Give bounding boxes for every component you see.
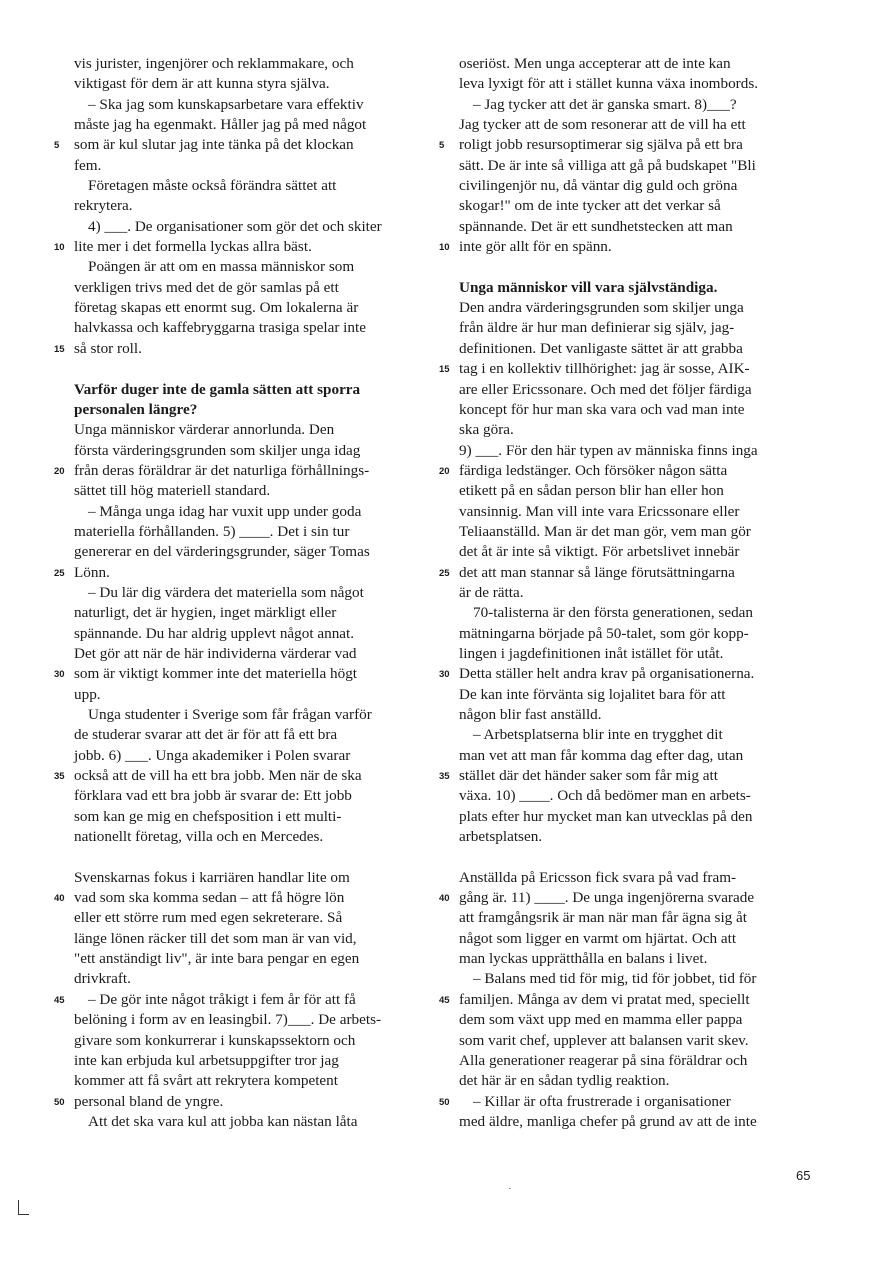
text-line [439, 135, 819, 155]
line-text: företag skapas ett enormt sug. Om lokalerna är [74, 299, 359, 317]
line-number: 30 [439, 669, 450, 681]
text-line [459, 603, 819, 623]
line-text: inte kan erbjuda kul arbetsuppgifter tror jag [74, 1051, 339, 1069]
line-text: – Arbetsplatserna blir inte en trygghet dit [473, 726, 723, 744]
text-line [74, 196, 434, 216]
section-heading-line [74, 400, 434, 420]
text-line [459, 441, 819, 461]
text-line [459, 522, 819, 542]
line-text: Detta ställer helt andra krav på organisationerna. [459, 665, 755, 683]
text-line [74, 644, 434, 664]
line-text: familjen. Många av dem vi pratat med, speciellt [459, 990, 750, 1008]
line-text: Alla generationer reagerar på sina föräldrar och [459, 1051, 748, 1069]
line-text: Det gör att när de här individerna värderar vad [74, 644, 357, 662]
text-line [54, 563, 434, 583]
line-text: mätningarna började på 50-talet, som gör kopp- [459, 624, 749, 642]
line-text: som kan ge mig en chefsposition i ett multi- [74, 807, 342, 825]
line-number: 35 [439, 771, 450, 783]
line-text: De kan inte förvänta sig lojalitet bara för att [459, 685, 726, 703]
text-line [459, 1010, 819, 1030]
line-number: 45 [54, 994, 65, 1006]
text-line [459, 827, 819, 847]
line-text: "ett anständigt liv", är inte bara pengar en egen [74, 950, 360, 968]
text-line [439, 888, 819, 908]
scan-speck: · [508, 1183, 512, 1195]
text-line [439, 664, 819, 684]
text-line [459, 1112, 819, 1132]
text-line [459, 156, 819, 176]
left-column [54, 54, 434, 1132]
line-text: personalen längre? [74, 400, 198, 418]
text-line [459, 725, 819, 745]
line-text: eller ett större rum med egen sekreterare. Så [74, 909, 343, 927]
line-text: dem som växt upp med en mamma eller pappa [459, 1011, 743, 1029]
section-heading-line [459, 278, 819, 298]
corner-crop-mark [18, 1200, 29, 1215]
text-line [54, 766, 434, 786]
line-text: – Många unga idag har vuxit upp under goda [88, 502, 362, 520]
text-line [74, 217, 434, 237]
line-text: civilingenjör nu, då väntar dig guld och gröna [459, 177, 738, 195]
line-number: 50 [439, 1096, 450, 1108]
line-number: 25 [439, 567, 450, 579]
text-line [54, 237, 434, 257]
line-text: – Du lär dig värdera det materiella som något [88, 583, 364, 601]
line-text: 4) ___. De organisationer som gör det och skiter [88, 217, 382, 235]
text-line [439, 766, 819, 786]
line-text: 70-talisterna är den första generationen, sedan [473, 604, 754, 622]
text-line [74, 949, 434, 969]
text-line [74, 441, 434, 461]
line-text: måste jag ha egenmakt. Håller jag på med något [74, 116, 367, 134]
line-text: kommer att få svårt att rekrytera kompetent [74, 1072, 338, 1090]
text-line [74, 278, 434, 298]
section-heading-line [74, 380, 434, 400]
line-text: sätt. De är inte så villiga att gå på budskapet "Bli [459, 156, 756, 174]
line-text: är de rätta. [459, 583, 524, 601]
text-line [74, 156, 434, 176]
line-text: plats efter hur mycket man kan utvecklas på den [459, 807, 753, 825]
text-line [74, 359, 434, 379]
line-text: halvkassa och kaffebryggarna trasiga spelar inte [74, 319, 366, 337]
line-text: jobb. 6) ___. Unga akademiker i Polen svarar [74, 746, 351, 764]
text-line [54, 990, 434, 1010]
text-line [74, 908, 434, 928]
line-text: – De gör inte något tråkigt i fem år för att få [88, 990, 356, 1008]
line-text: vad som ska komma sedan – att få högre lön [74, 889, 345, 907]
line-text: skogar!" om de inte tycker att det verkar så [459, 197, 721, 215]
line-number: 45 [439, 994, 450, 1006]
line-text: växa. 10) ____. Och då bedömer man en arbets- [459, 787, 751, 805]
text-line [459, 949, 819, 969]
text-line [439, 237, 819, 257]
line-text: det att man stannar så länge förutsättningarna [459, 563, 735, 581]
text-line [459, 176, 819, 196]
text-line [74, 746, 434, 766]
line-text: naturligt, det är hygien, inget märkligt eller [74, 604, 337, 622]
line-text: som är viktigt kommer inte det materiella högt [74, 665, 358, 683]
line-text: personal bland de yngre. [74, 1092, 224, 1110]
line-text: man vet att man får komma dag efter dag, utan [459, 746, 744, 764]
text-line [74, 705, 434, 725]
text-line [459, 481, 819, 501]
line-text: Poängen är att om en massa människor som [88, 258, 355, 276]
line-text: Unga studenter i Sverige som får frågan varför [88, 706, 372, 723]
text-line [74, 298, 434, 318]
line-text: – Jag tycker att det är ganska smart. 8)___? [473, 95, 737, 113]
line-text: koncept för hur man ska vara och vad man inte [459, 400, 745, 418]
text-line [74, 115, 434, 135]
line-text: Svenskarnas fokus i karriären handlar lite om [74, 868, 350, 886]
line-text: drivkraft. [74, 970, 131, 988]
line-text: lite mer i det formella lyckas allra bäst. [74, 238, 312, 256]
line-text: roligt jobb resursoptimerar sig själva på ett bra [459, 136, 743, 154]
right-column [439, 54, 819, 1132]
line-text: Den andra värderingsgrunden som skiljer unga [459, 299, 744, 317]
line-text: vansinnig. Man vill inte vara Ericssonare eller [459, 502, 740, 520]
line-text: Företagen måste också förändra sättet att [88, 177, 337, 195]
text-line [459, 257, 819, 277]
text-line [54, 1092, 434, 1112]
text-line [74, 318, 434, 338]
line-text: leva lyxigt för att i stället kunna växa inombords. [459, 75, 759, 93]
line-text: man lyckas upprätthålla en balans i livet. [459, 950, 708, 968]
text-line [459, 339, 819, 359]
line-text: det här är en sådan tydlig reaktion. [459, 1072, 670, 1090]
text-line [459, 196, 819, 216]
line-text: viktigast för dem är att kunna styra själva. [74, 75, 330, 93]
text-line [459, 807, 819, 827]
line-text: spännande. Det är ett sundhetstecken att man [459, 217, 733, 235]
text-line [74, 786, 434, 806]
text-line [439, 990, 819, 1010]
line-text: Teliaanställd. Man är det man gör, vem man gör [459, 522, 751, 540]
text-line [459, 624, 819, 644]
line-number: 35 [54, 771, 65, 783]
line-text: gång är. 11) ____. De unga ingenjörerna svarade [459, 889, 755, 907]
text-line [74, 868, 434, 888]
line-text: så stor roll. [74, 339, 142, 357]
text-line [74, 807, 434, 827]
line-text: ska göra. [459, 421, 514, 439]
line-text: Jag tycker att de som resonerar att de vill ha ett [459, 116, 746, 134]
text-line [439, 359, 819, 379]
text-line [459, 746, 819, 766]
line-text: förklara vad ett bra jobb är svarar de: Ett jobb [74, 787, 352, 805]
line-text: Unga människor vill vara självständiga. [459, 278, 718, 296]
line-text: definitionen. Det vanligaste sättet är att grabba [459, 339, 743, 357]
line-text: länge lönen räcker till det som man är van vid, [74, 929, 357, 947]
text-line [74, 583, 434, 603]
text-line [459, 318, 819, 338]
line-text: belöning i form av en leasingbil. 7)___. De arbets- [74, 1011, 382, 1029]
line-text: tag i en kollektiv tillhörighet: jag är sosse, AIK- [459, 360, 750, 378]
line-text: – Ska jag som kunskapsarbetare vara effektiv [88, 95, 364, 113]
line-text: lingen i jagdefinitionen inåt istället för utåt. [459, 644, 724, 662]
line-text: – Balans med tid för mig, tid för jobbet, tid för [473, 970, 757, 988]
text-line [439, 461, 819, 481]
line-text: från äldre är hur man definierar sig själv, jag- [459, 319, 735, 337]
text-line [74, 929, 434, 949]
line-number: 30 [54, 669, 65, 681]
text-line [74, 74, 434, 94]
line-text: sättet till hög materiell standard. [74, 482, 271, 500]
text-line [54, 339, 434, 359]
line-text: som varit chef, upplever att balansen varit skev. [459, 1031, 749, 1049]
line-number: 15 [439, 364, 450, 376]
text-line [74, 624, 434, 644]
line-number: 5 [439, 140, 445, 152]
text-line [459, 1071, 819, 1091]
line-text: Unga människor värderar annorlunda. Den [74, 421, 335, 439]
text-line [74, 847, 434, 867]
text-line [74, 1031, 434, 1051]
text-line [459, 502, 819, 522]
line-text: are eller Ericssonare. Och med det följer färdiga [459, 380, 752, 398]
text-line [459, 929, 819, 949]
line-text: de studerar svarar att det är för att få ett bra [74, 726, 338, 744]
line-text: stället där det händer saker som får mig att [459, 767, 718, 785]
text-line [74, 95, 434, 115]
line-number: 10 [54, 242, 65, 254]
text-line [74, 1112, 434, 1132]
text-line [74, 420, 434, 440]
text-line [54, 135, 434, 155]
line-text: 9) ___. För den här typen av människa finns inga [459, 441, 758, 459]
line-text: materiella förhållanden. 5) ____. Det i sin tur [74, 522, 350, 540]
line-text: oseriöst. Men unga accepterar att de inte kan [459, 55, 731, 72]
line-text: någon blir fast anställd. [459, 706, 602, 723]
text-line [459, 868, 819, 888]
line-number: 5 [54, 140, 60, 152]
text-line [459, 298, 819, 318]
text-line [459, 644, 819, 664]
line-number: 20 [54, 465, 65, 477]
text-line [74, 1010, 434, 1030]
line-text: – Killar är ofta frustrerade i organisationer [473, 1092, 731, 1110]
text-line [74, 522, 434, 542]
text-line [74, 257, 434, 277]
line-text: första värderingsgrunden som skiljer unga idag [74, 441, 361, 459]
line-text: etikett på en sådan person blir han eller hon [459, 482, 724, 500]
text-line [459, 685, 819, 705]
line-text: givare som konkurrerar i kunskapssektorn och [74, 1031, 356, 1049]
text-line [54, 888, 434, 908]
text-line [74, 542, 434, 562]
line-text: nationellt företag, villa och en Mercedes. [74, 828, 324, 846]
text-line [459, 115, 819, 135]
text-line [439, 1092, 819, 1112]
text-line [459, 542, 819, 562]
line-text: med äldre, manliga chefer på grund av att de inte [459, 1112, 757, 1130]
line-text: Lönn. [74, 563, 110, 581]
text-line [459, 705, 819, 725]
page-number: 65 [796, 1168, 811, 1183]
line-number: 50 [54, 1096, 65, 1108]
text-line [459, 420, 819, 440]
line-number: 10 [439, 242, 450, 254]
line-text: fem. [74, 156, 102, 174]
line-text: det åt är inte så viktigt. För arbetslivet innebär [459, 543, 740, 561]
line-text: något som ligger en varmt om hjärtat. Och att [459, 929, 737, 947]
text-line [459, 786, 819, 806]
line-number: 40 [54, 893, 65, 905]
line-text: att framgångsrik är man när man får ägna sig åt [459, 909, 748, 927]
text-line [459, 380, 819, 400]
text-line [459, 583, 819, 603]
text-line [74, 827, 434, 847]
text-line [54, 664, 434, 684]
text-line [74, 54, 434, 74]
text-line [459, 74, 819, 94]
line-number: 40 [439, 893, 450, 905]
text-line [459, 969, 819, 989]
line-text: färdiga ledstänger. Och försöker någon sätta [459, 461, 728, 479]
line-text: också att de vill ha ett bra jobb. Men när de ska [74, 767, 362, 785]
line-text: genererar en del värderingsgrunder, säger Tomas [74, 543, 370, 561]
text-line [459, 908, 819, 928]
text-line [439, 563, 819, 583]
text-line [74, 176, 434, 196]
text-line [74, 685, 434, 705]
line-text: som är kul slutar jag inte tänka på det klockan [74, 136, 354, 154]
line-text: inte gör allt för en spänn. [459, 238, 612, 256]
text-line [459, 1051, 819, 1071]
text-line [459, 217, 819, 237]
text-line [459, 400, 819, 420]
text-line [54, 461, 434, 481]
line-text: från deras föräldrar är det naturliga förhållnings- [74, 461, 370, 479]
text-line [74, 1051, 434, 1071]
line-text: vis jurister, ingenjörer och reklammakare, och [74, 55, 354, 72]
line-text: spännande. Du har aldrig upplevt något annat. [74, 624, 355, 642]
text-line [74, 481, 434, 501]
line-text: arbetsplatsen. [459, 828, 543, 846]
text-line [74, 1071, 434, 1091]
text-line [74, 502, 434, 522]
line-number: 15 [54, 343, 65, 355]
line-text: Att det ska vara kul att jobba kan nästan låta [88, 1112, 358, 1130]
text-line [74, 603, 434, 623]
text-line [459, 95, 819, 115]
text-line [74, 725, 434, 745]
line-number: 25 [54, 567, 65, 579]
line-text: upp. [74, 685, 101, 703]
line-text: verkligen trivs med det de gör samlas på ett [74, 278, 339, 296]
line-text: Varför duger inte de gamla sätten att sporra [74, 380, 361, 398]
line-text: Anställda på Ericsson fick svara på vad fram- [459, 868, 737, 886]
text-line [459, 1031, 819, 1051]
text-line [74, 969, 434, 989]
text-line [459, 847, 819, 867]
text-line [459, 54, 819, 74]
line-number: 20 [439, 465, 450, 477]
line-text: rekrytera. [74, 197, 133, 215]
